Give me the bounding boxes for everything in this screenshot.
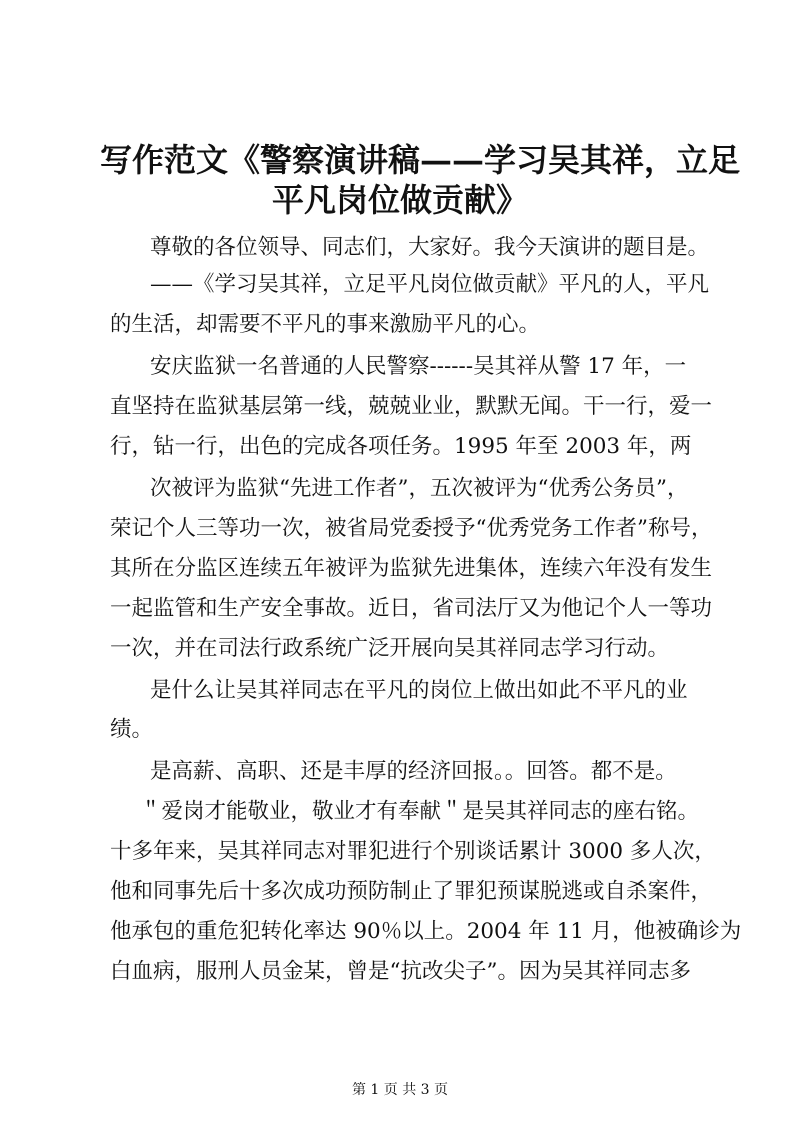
body-line: 直坚持在监狱基层第一线，兢兢业业，默默无闻。干一行，爱一 xyxy=(110,394,713,419)
body-line: 他承包的重危犯转化率达 90％以上。2004 年 11 月，他被确诊为 xyxy=(110,919,742,944)
body-line: 一次，并在司法行政系统广泛开展向吴其祥同志学习行动。 xyxy=(110,636,670,661)
body-line: 是什么让吴其祥同志在平凡的岗位上做出如此不平凡的业 xyxy=(150,678,688,703)
page-footer: 第 1 页 共 3 页 xyxy=(351,1082,449,1098)
body-line: 白血病，服刑人员金某，曾是“抗改尖子”。因为吴其祥同志多 xyxy=(110,959,691,984)
body-line: 十多年来，吴其祥同志对罪犯进行个别谈话累计 3000 多人次， xyxy=(110,839,716,864)
document-title-line-1: 写作范文《警察演讲稿——学习吴其祥，立足 xyxy=(100,141,741,179)
document-title-line-2: 平凡岗位做贡献》 xyxy=(271,181,528,219)
body-line: 其所在分监区连续五年被评为监狱先进集体，连续六年没有发生 xyxy=(110,556,713,581)
body-line: 的生活，却需要不平凡的事来激励平凡的心。 xyxy=(110,312,541,337)
body-line: 行，钻一行，出色的完成各项任务。1995 年至 2003 年，两 xyxy=(110,434,692,459)
body-line: 一起监管和生产安全事故。近日，省司法厅又为他记个人一等功 xyxy=(110,596,713,621)
body-line: 绩。 xyxy=(110,717,154,742)
body-line: 次被评为监狱“先进工作者”，五次被评为“优秀公务员”， xyxy=(150,476,689,501)
body-line: ——《学习吴其祥，立足平凡岗位做贡献》平凡的人，平凡 xyxy=(150,272,710,297)
body-line: 是高薪、高职、还是丰厚的经济回报。。回答。都不是。 xyxy=(150,759,677,784)
body-line: 荣记个人三等功一次，被省局党委授予“优秀党务工作者”称号， xyxy=(110,516,713,541)
body-line: 尊敬的各位领导、同志们，大家好。我今天演讲的题目是。 xyxy=(150,235,710,260)
body-line: ＂爱岗才能敬业，敬业才有奉献＂是吴其祥同志的座右铭。 xyxy=(140,799,700,824)
body-line: 他和同事先后十多次成功预防制止了罪犯预谋脱逃或自杀案件， xyxy=(110,879,713,904)
body-line: 安庆监狱一名普通的人民警察------吴其祥从警 17 年，一 xyxy=(150,354,687,379)
